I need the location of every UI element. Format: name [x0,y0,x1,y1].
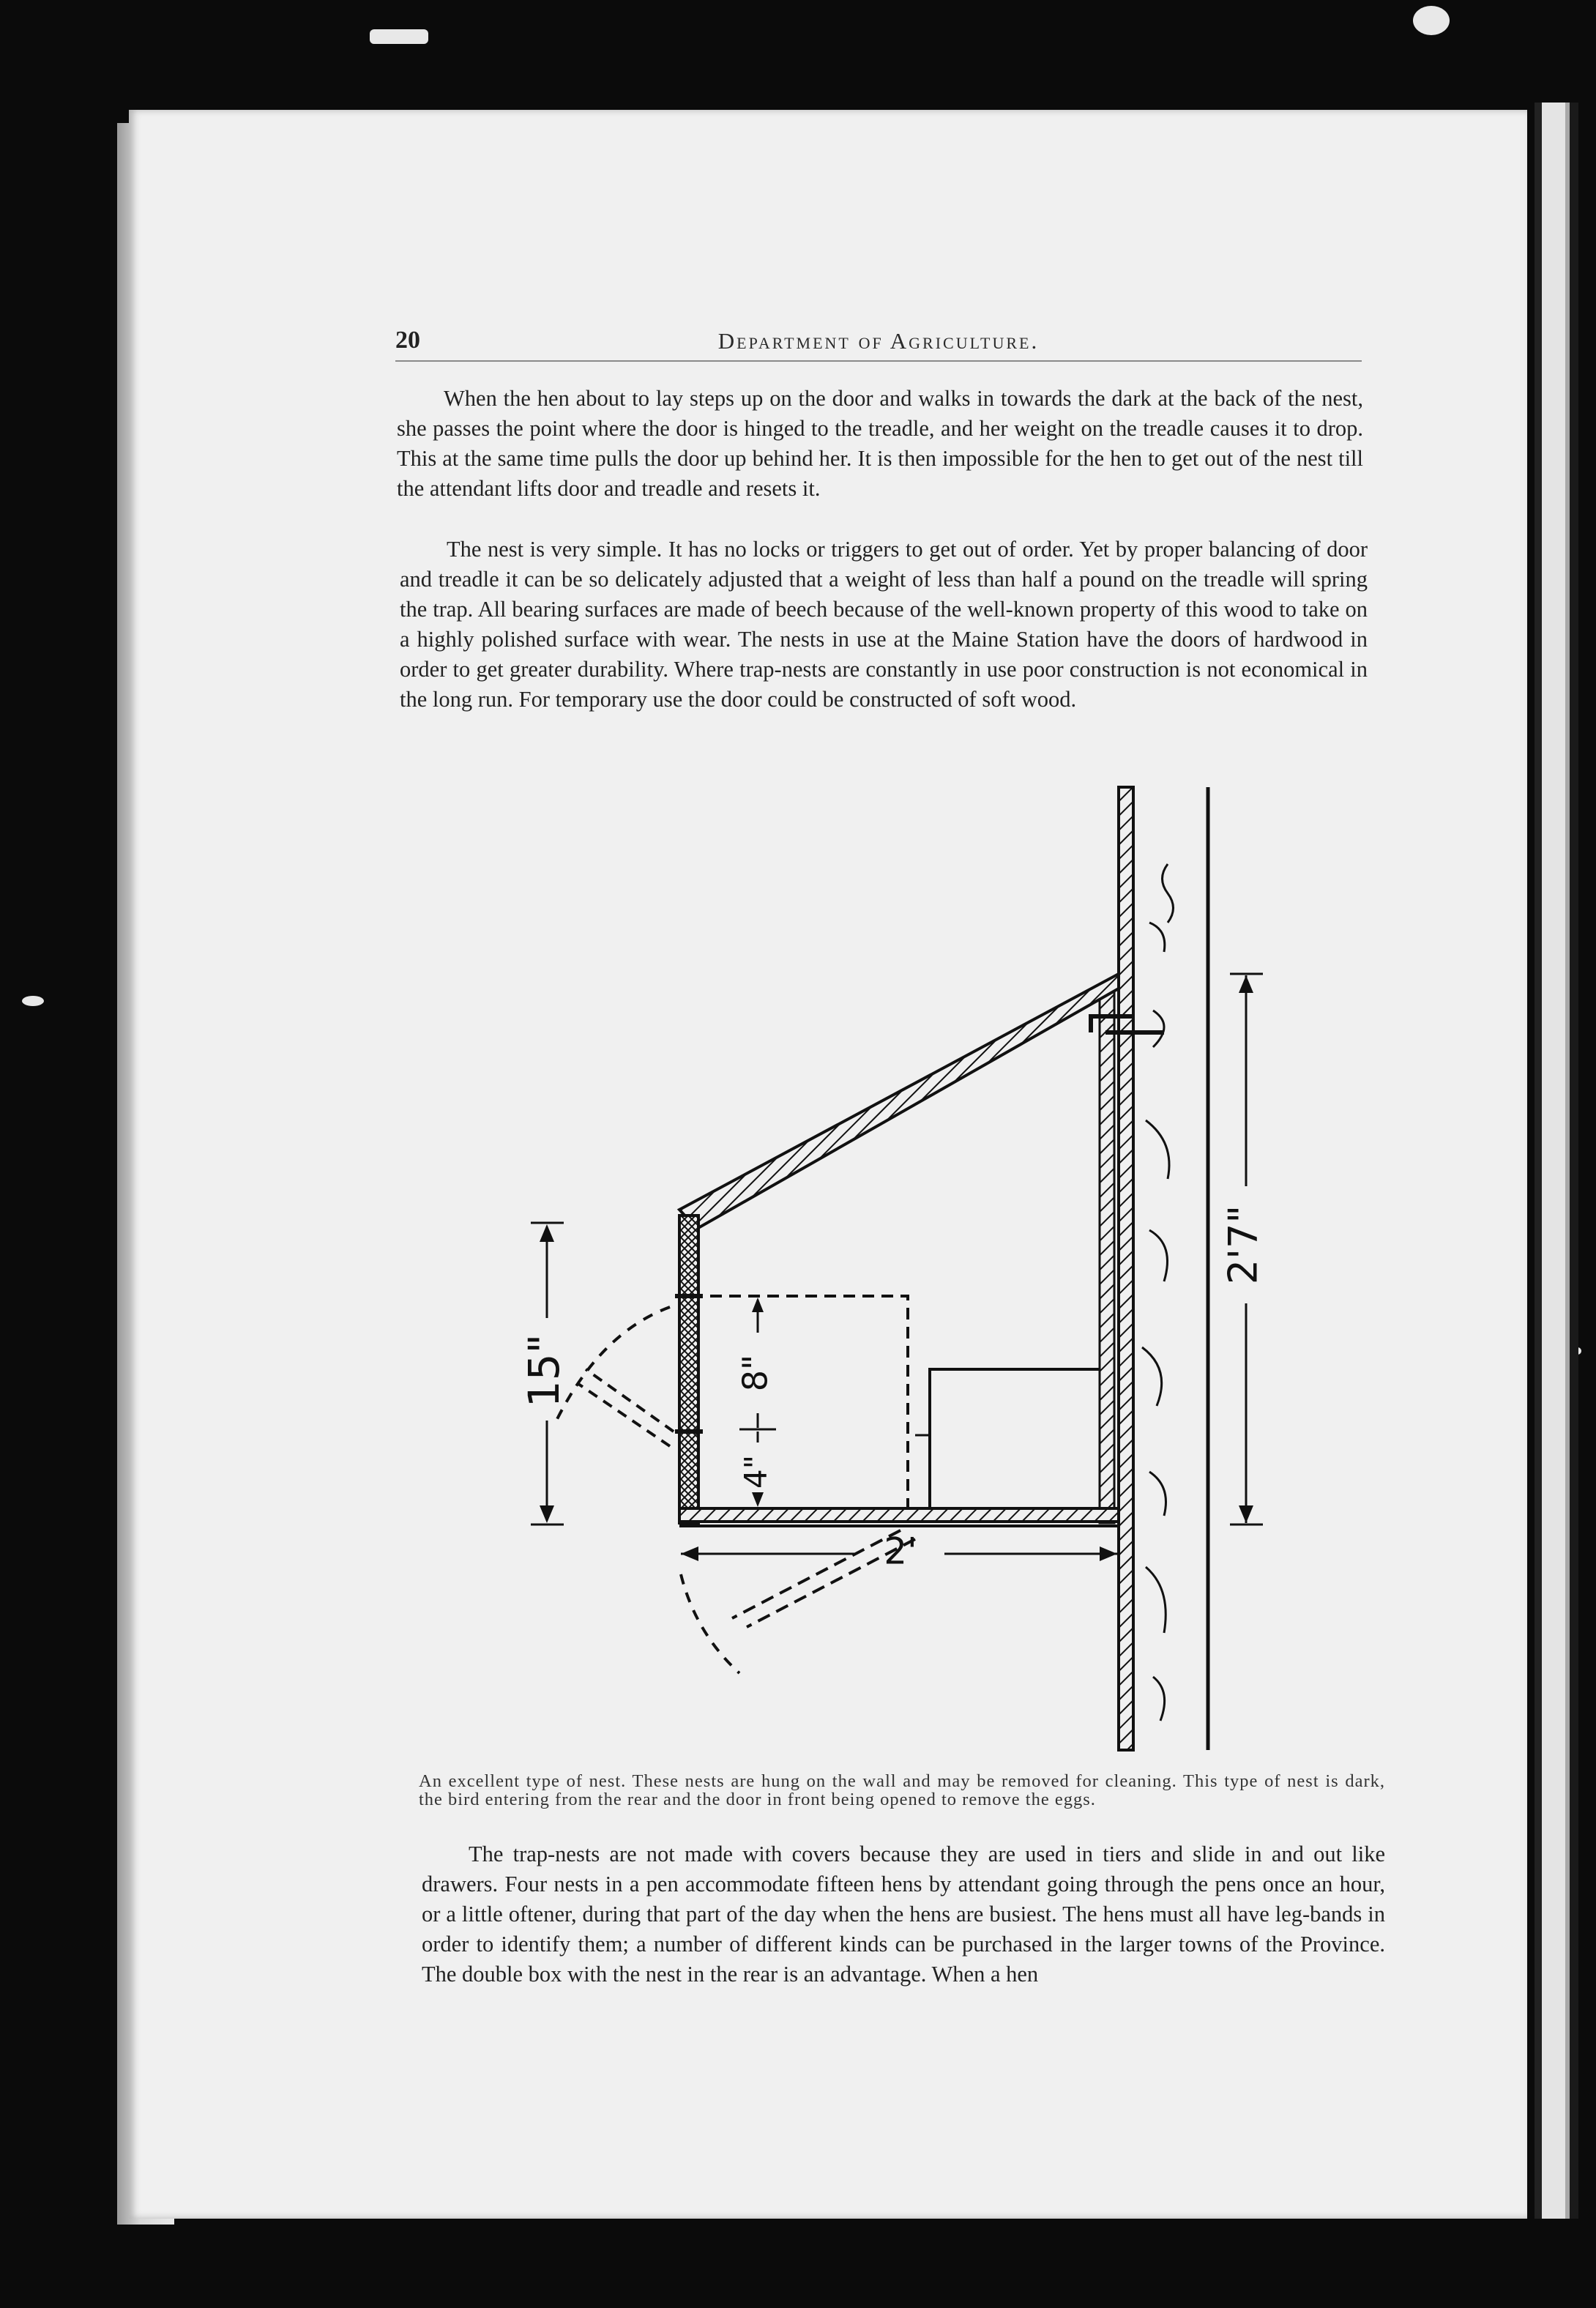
running-head: Department of Agriculture. [717,328,1040,354]
header-rule [395,360,1362,362]
door-swing-arc-top [556,1307,670,1421]
scan-speck [22,996,44,1006]
dimension-label-2ft: 2' [884,1530,917,1573]
dimension-label-15in: 15" [519,1333,570,1408]
scan-speck [1413,6,1450,35]
paragraph-2-text: The nest is very simple. It has no locks or triggers to get out of order. Yet by proper balancing of door and treadle it can be so delicately adjusted that a weight of less than half a pound on the treadle will spring the trap. All bearing surfaces are made of beech because of the well-known property of this wood to take on a highly polished surface with wear. The nests in use at the Maine Station have the doors of hardwood in order to get greater durability. Where trap-nests are constantly in use poor construction is not economical in the long run. For temporary use the door could be constructed of soft wood. [400,537,1368,712]
dimension-label-8in: 8" [735,1354,775,1392]
back-board [1100,989,1114,1523]
nest-floor [679,1508,1119,1522]
nest-box [930,1369,1100,1508]
paragraph-1-text: When the hen about to lay steps up on the door and walks in towards the dark at the back of the nest, she passes the point where the door is hinged to the treadle, and her weight on the treadle causes it to drop. This at the same time pulls the door up behind her. It is then impossible for the hen to get out of the nest till the attendant lifts door and treadle and resets it. [397,386,1363,501]
dimension-front-height [519,1223,569,1525]
paragraph-2 [400,535,1368,715]
dimension-label-2ft7in: 2'7" [1220,1205,1267,1285]
facing-page-edge [1535,103,1578,2219]
door-swing-arc-bottom [681,1574,739,1673]
scan-speck [370,29,428,44]
dimension-compartment [736,1298,777,1507]
paragraph-3-text: The trap-nests are not made with covers because they are used in tiers and slide in and out like drawers. Four nests in a pen accommodate fifteen hens by attendant going through the pens once an hour, or a little oftener, during that part of the day when the hens are busiest. The hens must all have leg-bands in order to identify them; a number of different kinds can be purchased in the larger towns of the Province. The double box with the nest in the rear is an advantage. When a hen [422,1842,1385,1987]
front-board [679,1216,698,1523]
dimension-label-4in: 4" [737,1454,774,1489]
wall-board [1119,787,1208,1750]
page-number: 20 [395,327,420,354]
page-header [395,327,1362,363]
trap-nest-diagram [505,776,1267,1757]
paragraph-3 [422,1839,1385,1989]
figure-caption: An excellent type of nest. These nests are hung on the wall and may be removed for cleaning. This type of nest is dark, the bird entering from the rear and the door in front being opened to remove the eggs. [419,1771,1385,1809]
paragraph-1 [397,384,1363,504]
dimension-depth [681,1530,1117,1573]
sloped-lid [679,974,1119,1229]
